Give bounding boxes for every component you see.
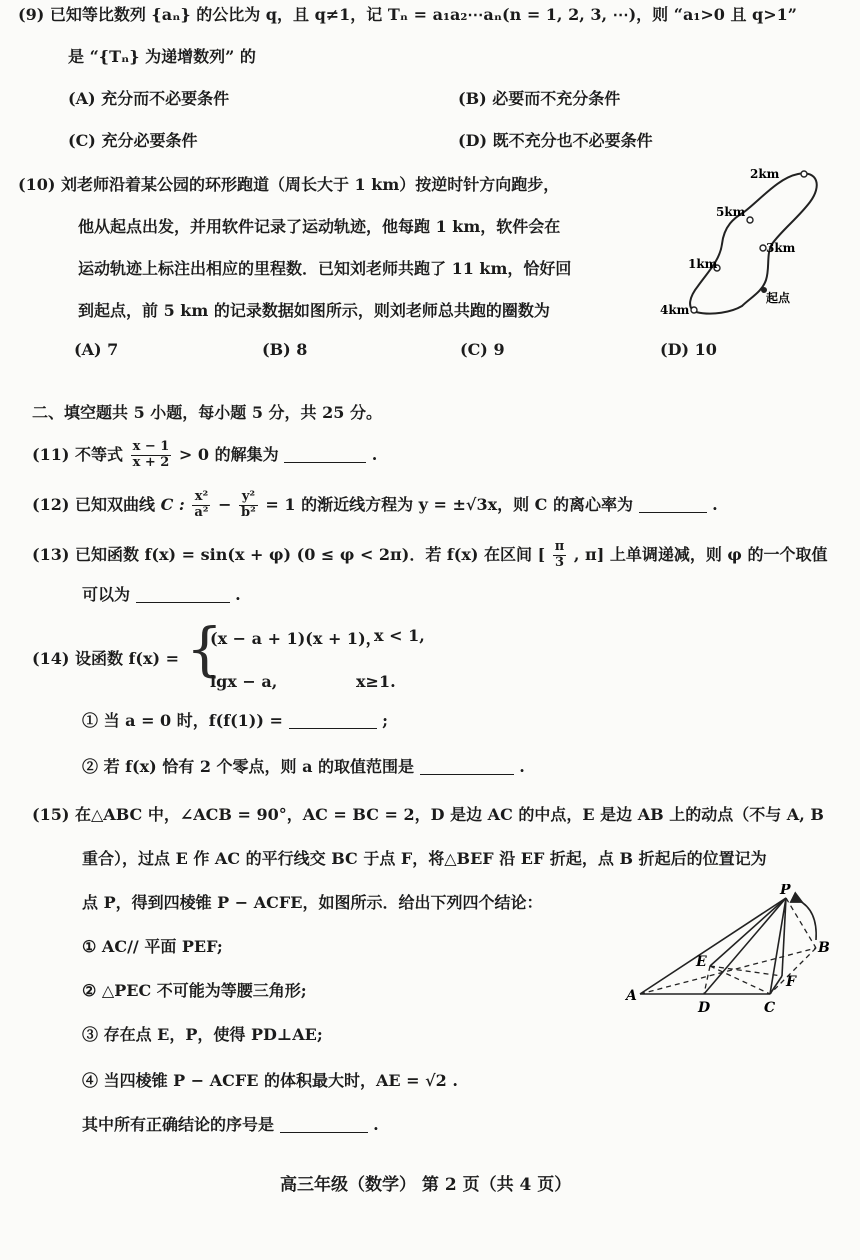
q15-line1: (15) 在△ABC 中，∠ACB = 90°，AC = BC = 2，D 是边 AC 的中点，E 是边 AB 上的动点（不与 A, B xyxy=(32,805,824,824)
q11-fraction xyxy=(131,440,172,471)
running-track-figure xyxy=(650,160,830,330)
q13-line2 xyxy=(82,582,241,605)
q10-option-b: (B) 8 xyxy=(262,340,308,359)
q15-conclusion-3: ③ 存在点 E，P，使得 PD⊥AE; xyxy=(82,1025,323,1044)
q12-line xyxy=(32,490,718,521)
q11-end: . xyxy=(371,444,378,464)
q13-den: 3 xyxy=(555,554,565,570)
q11-prefix: (11) 不等式 xyxy=(32,444,123,464)
q12-den1: a² xyxy=(194,504,209,520)
label-2km: 2km xyxy=(750,167,780,181)
q10-line2: 他从起点出发，并用软件记录了运动轨迹，他每跑 1 km，软件会在 xyxy=(78,217,561,236)
q9-option-c: (C) 充分必要条件 xyxy=(68,131,198,150)
label-B: B xyxy=(818,940,830,956)
q9-option-d: (D) 既不充分也不必要条件 xyxy=(458,131,653,150)
q14-case1: (x − a + 1)(x + 1)， xyxy=(210,629,382,648)
q15-conclusion-4: ④ 当四棱锥 P − ACFE 的体积最大时，AE = √2 . xyxy=(82,1071,458,1090)
pyramid-figure xyxy=(620,884,835,1020)
q13-end: . xyxy=(235,585,241,604)
q12-c: C : xyxy=(160,494,185,514)
q15-final-line xyxy=(82,1112,379,1135)
label-E: E xyxy=(696,954,707,970)
q11-den: x + 2 xyxy=(132,454,170,470)
answer-blank-12[interactable] xyxy=(639,496,707,513)
label-3km: 3km xyxy=(766,241,796,255)
q15-final: 其中所有正确结论的序号是 xyxy=(82,1115,275,1134)
q15-final-end: . xyxy=(373,1115,379,1134)
q10-line3: 运动轨迹上标注出相应的里程数．已知刘老师共跑了 11 km，恰好回 xyxy=(78,259,572,278)
q14-case2: lgx − a, xyxy=(210,672,278,691)
label-D: D xyxy=(698,1000,711,1016)
answer-blank-14-2[interactable] xyxy=(420,758,514,775)
q10-option-a: (A) 7 xyxy=(74,340,119,359)
q9-line1: (9) 已知等比数列 {aₙ} 的公比为 q，且 q≠1，记 Tₙ = a₁a₂⋯aₙ(n = 1, 2, 3, ⋯)，则 “a₁>0 且 q>1” xyxy=(18,5,797,24)
q14-brace: { xyxy=(186,615,223,683)
q12-num1: x² xyxy=(192,490,210,506)
label-C: C xyxy=(764,1000,776,1016)
q14-cond1: x < 1, xyxy=(374,626,425,645)
q12-fraction-2 xyxy=(239,490,258,521)
label-A: A xyxy=(626,988,637,1004)
q14-cond2: x≥1. xyxy=(356,672,396,691)
label-4km: 4km xyxy=(660,303,690,317)
label-5km: 5km xyxy=(716,205,746,219)
track-loop xyxy=(690,173,817,313)
q10-option-d: (D) 10 xyxy=(660,340,717,359)
q11-line xyxy=(32,440,377,471)
q12-num2: y² xyxy=(239,490,258,506)
answer-blank-14-1[interactable] xyxy=(289,712,377,729)
q15-line2: 重合），过点 E 作 AC 的平行线交 BC 于点 F，将△BEF 沿 EF 折起，点 B 折起后的位置记为 xyxy=(82,849,767,868)
q14-part1-line xyxy=(82,708,388,731)
q13-part-a: (13) 已知函数 f(x) = sin(x + φ) (0 ≤ φ < 2π)．若 f(x) 在区间 [ xyxy=(32,544,546,564)
q15-line3: 点 P，得到四棱锥 P − ACFE，如图所示．给出下列四个结论： xyxy=(82,893,543,912)
q11-suffix: > 0 的解集为 xyxy=(178,444,279,464)
q13-line1 xyxy=(32,540,827,571)
label-1km: 1km xyxy=(688,257,718,271)
page-footer: 高三年级（数学） 第 2 页（共 4 页） xyxy=(280,1175,572,1195)
q14-part2-line xyxy=(82,754,525,777)
q12-minus: − xyxy=(218,494,232,514)
q13-fraction xyxy=(553,540,567,571)
section-title: 二、填空题共 5 小题，每小题 5 分，共 25 分。 xyxy=(32,403,382,422)
q14-part1: ① 当 a = 0 时，f(f(1)) = xyxy=(82,711,283,730)
answer-blank-11[interactable] xyxy=(284,446,366,463)
q15-conclusion-1: ① AC// 平面 PEF; xyxy=(82,937,223,956)
q9-line2: 是 “{Tₙ} 为递增数列” 的 xyxy=(68,47,256,66)
q9-option-b: (B) 必要而不充分条件 xyxy=(458,89,621,108)
q13-num: π xyxy=(554,539,565,554)
q14-part1-end: ; xyxy=(382,711,388,730)
q11-num: x − 1 xyxy=(132,439,170,454)
q15-conclusion-2: ② △PEC 不可能为等腰三角形; xyxy=(82,981,307,1000)
q12-mid: = 1 的渐近线方程为 y = ±√3x，则 C 的离心率为 xyxy=(265,494,633,514)
label-start: 起点 xyxy=(766,291,791,305)
q14-prefix: (14) 设函数 f(x) = xyxy=(32,649,180,668)
label-P: P xyxy=(780,884,791,898)
q9-option-a: (A) 充分而不必要条件 xyxy=(68,89,230,108)
q10-line4: 到起点，前 5 km 的记录数据如图所示，则刘老师总共跑的圈数为 xyxy=(78,301,550,320)
q13-part-b: , π] 上单调递减，则 φ 的一个取值 xyxy=(573,544,828,564)
q12-prefix: (12) 已知双曲线 xyxy=(32,494,155,514)
q12-den2: b² xyxy=(241,504,256,520)
q12-end: . xyxy=(712,494,718,514)
q14-part2-end: . xyxy=(519,757,525,776)
q10-option-c: (C) 9 xyxy=(460,340,505,359)
answer-blank-15[interactable] xyxy=(280,1116,368,1133)
q12-fraction-1 xyxy=(192,490,210,521)
q14-part2: ② 若 f(x) 恰有 2 个零点，则 a 的取值范围是 xyxy=(82,757,415,776)
q13-line2-text: 可以为 xyxy=(82,585,131,604)
answer-blank-13[interactable] xyxy=(136,586,230,603)
q10-line1: (10) 刘老师沿着某公园的环形跑道（周长大于 1 km）按逆时针方向跑步， xyxy=(18,175,560,194)
label-F: F xyxy=(786,974,796,990)
